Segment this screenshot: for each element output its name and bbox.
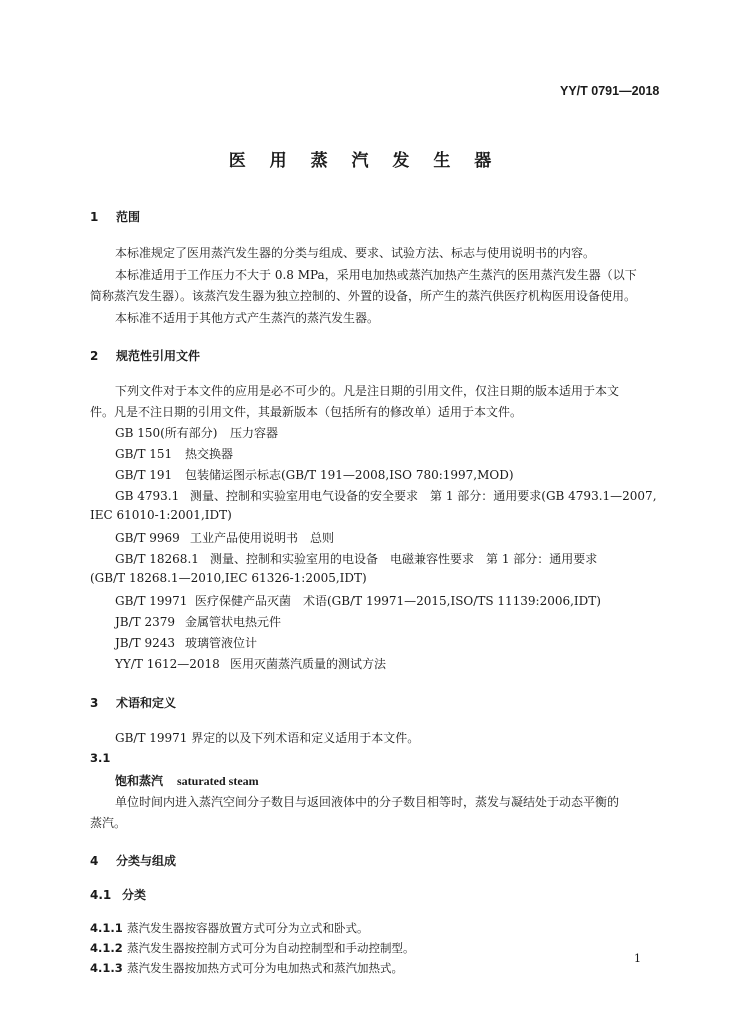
subsection-number: 4.1 xyxy=(90,888,112,902)
reference-item xyxy=(115,613,281,630)
subsection-title: 分类 xyxy=(122,888,147,902)
section-title: 分类与组成 xyxy=(116,854,177,868)
reference-title: 热交换器 xyxy=(185,447,234,461)
reference-item xyxy=(115,655,386,672)
reference-code: GB 4793.1 xyxy=(115,489,180,503)
definition: 单位时间内进入蒸汽空间分子数目与返回液体中的分子数目相等时，蒸发与凝结处于动态平衡的 xyxy=(115,795,620,809)
clause-item xyxy=(90,940,415,956)
clause-number: 4.1.3 xyxy=(90,961,123,975)
reference-item xyxy=(115,487,657,504)
paragraph: 本标准适用于工作压力不大于 0.8 MPa，采用电加热或蒸汽加热产生蒸汽的医用蒸汽发生器（以下 xyxy=(115,268,637,282)
term-entry xyxy=(115,772,259,789)
reference-code: JB/T 2379 xyxy=(115,615,176,629)
paragraph: GB/T 19971 界定的以及下列术语和定义适用于本文件。 xyxy=(115,731,420,745)
paragraph-continued: 件。凡是不注日期的引用文件，其最新版本（包括所有的修改单）适用于本文件。 xyxy=(90,405,523,419)
reference-title: 压力容器 xyxy=(230,426,279,440)
reference-title: 工业产品使用说明书 总则 xyxy=(190,531,335,545)
clause-text: 蒸汽发生器按容器放置方式可分为立式和卧式。 xyxy=(127,921,369,935)
reference-continued xyxy=(90,508,232,522)
reference-code: GB/T 19971 xyxy=(115,594,188,608)
reference-code: (GB/T 18268.1—2010,IEC 61326-1:2005,IDT) xyxy=(90,571,367,585)
reference-title: 玻璃管液位计 xyxy=(185,636,258,650)
reference-title: 测量、控制和实验室用的电设备 电磁兼容性要求 第 1 部分：通用要求 xyxy=(210,552,598,566)
subsection-4-1-heading xyxy=(90,886,146,903)
document-title: 医 用 蒸 汽 发 生 器 xyxy=(228,151,501,171)
clause-item xyxy=(90,920,369,936)
reference-title: 医用灭菌蒸汽质量的测试方法 xyxy=(230,657,387,671)
reference-item xyxy=(115,466,514,483)
section-number: 1 xyxy=(90,210,99,224)
standard-number: YY/T 0791—2018 xyxy=(560,84,660,98)
reference-title: 医疗保健产品灭菌 术语(GB/T 19971—2015,ISO/TS 11139:2006,IDT) xyxy=(195,594,601,608)
reference-item xyxy=(115,592,601,609)
reference-continued xyxy=(90,571,367,585)
reference-title: 金属管状电热元件 xyxy=(185,615,282,629)
paragraph-continued: 简称蒸汽发生器）。该蒸汽发生器为独立控制的、外置的设备，所产生的蒸汽供医疗机构医用设备使用。 xyxy=(90,289,637,303)
definition-continued: 蒸汽。 xyxy=(90,816,127,830)
reference-code: GB/T 151 xyxy=(115,447,173,461)
section-title: 范围 xyxy=(116,210,141,224)
term-english: saturated steam xyxy=(177,774,259,788)
paragraph: 下列文件对于本文件的应用是必不可少的。凡是注日期的引用文件，仅注日期的版本适用于本文 xyxy=(115,384,620,398)
reference-code: JB/T 9243 xyxy=(115,636,176,650)
term-chinese: 饱和蒸汽 xyxy=(115,774,164,788)
reference-item xyxy=(115,424,278,441)
reference-item xyxy=(115,445,233,462)
section-1-heading xyxy=(90,208,140,225)
reference-item xyxy=(115,529,334,546)
paragraph: 本标准不适用于其他方式产生蒸汽的蒸汽发生器。 xyxy=(115,311,380,325)
reference-code: YY/T 1612—2018 xyxy=(115,657,220,671)
reference-item xyxy=(115,550,597,567)
section-4-heading xyxy=(90,852,176,869)
clause-text: 蒸汽发生器按加热方式可分为电加热式和蒸汽加热式。 xyxy=(127,961,403,975)
section-2-heading xyxy=(90,347,200,364)
reference-code: IEC 61010-1:2001,IDT) xyxy=(90,508,232,522)
section-title: 术语和定义 xyxy=(116,696,177,710)
reference-code: GB 150(所有部分) xyxy=(115,426,218,440)
reference-item xyxy=(115,634,257,651)
section-number: 4 xyxy=(90,854,99,868)
reference-code: GB/T 191 xyxy=(115,468,173,482)
reference-code: GB/T 18268.1 xyxy=(115,552,199,566)
clause-number: 4.1.1 xyxy=(90,921,123,935)
reference-title: 测量、控制和实验室用电气设备的安全要求 第 1 部分：通用要求(GB 4793.1—2007, xyxy=(190,489,657,503)
clause-text: 蒸汽发生器按控制方式可分为自动控制型和手动控制型。 xyxy=(127,941,415,955)
clause-item xyxy=(90,960,403,976)
section-3-heading xyxy=(90,694,176,711)
section-number: 3 xyxy=(90,696,99,710)
paragraph: 本标准规定了医用蒸汽发生器的分类与组成、要求、试验方法、标志与使用说明书的内容。 xyxy=(115,246,596,260)
clause-number: 4.1.2 xyxy=(90,941,123,955)
page-number: 1 xyxy=(634,952,641,965)
section-number: 2 xyxy=(90,349,99,363)
subsection-number: 3.1 xyxy=(90,751,111,765)
reference-code: GB/T 9969 xyxy=(115,531,180,545)
section-title: 规范性引用文件 xyxy=(116,349,201,363)
reference-title: 包装储运图示标志(GB/T 191—2008,ISO 780:1997,MOD) xyxy=(185,468,514,482)
